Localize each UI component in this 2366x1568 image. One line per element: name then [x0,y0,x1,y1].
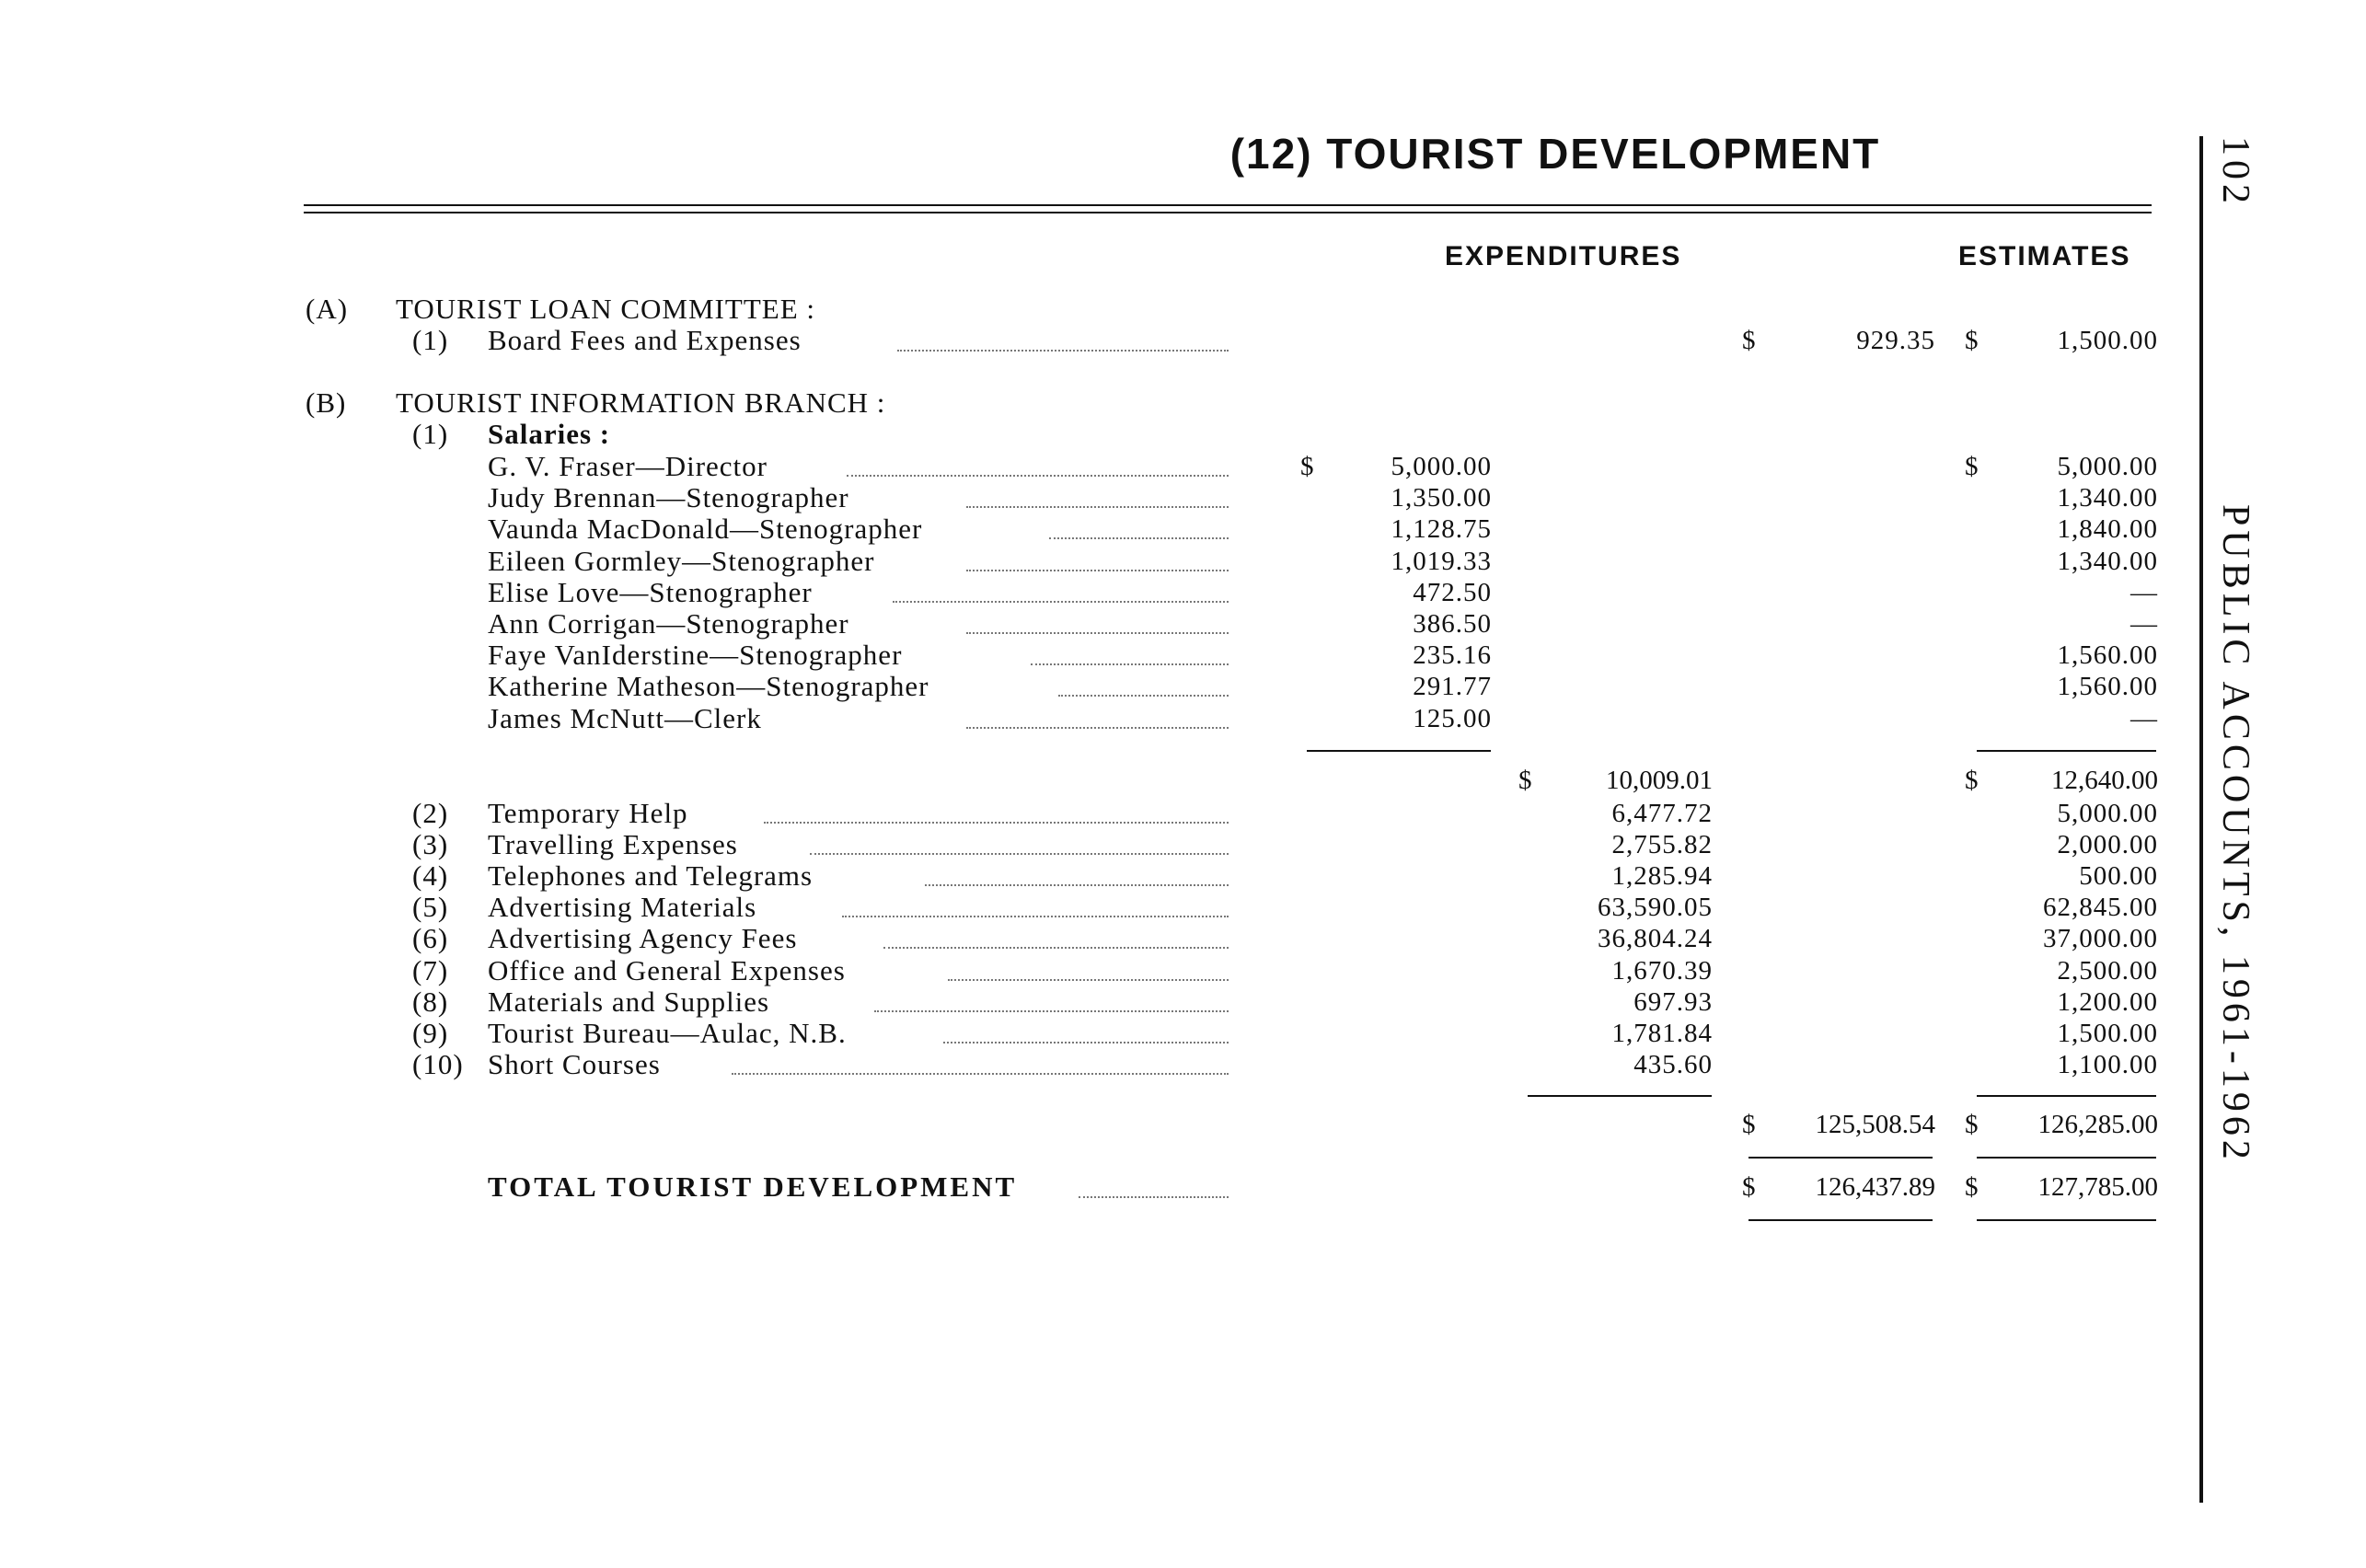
expenditure-amount: 1,285.94 [1611,861,1713,892]
employee-name: Ann Corrigan—Stenographer [488,607,849,640]
employee-name: Elise Love—Stenographer [488,575,813,608]
item-number: (10) [412,1047,464,1080]
employee-name: Vaunda MacDonald—Stenographer [488,513,923,546]
expenditure-amount: 697.93 [1633,986,1713,1017]
estimate-amount: 2,500.00 [2057,955,2158,986]
item-label: Short Courses [488,1047,661,1080]
dollar-sign: $ [1965,452,1979,481]
title-rule-bottom [304,212,2152,213]
salary-estimate: 5,000.00 [2057,452,2158,481]
title-rule-top [304,204,2152,206]
estimate-amount: 2,000.00 [2057,830,2158,860]
employee-name: Eileen Gormley—Stenographer [488,544,875,577]
item-label: Advertising Agency Fees [488,922,798,955]
estimate-amount: 5,000.00 [2057,799,2158,828]
dollar-sign: $ [1965,1110,1979,1139]
dollar-sign: $ [1965,1172,1979,1202]
dollar-sign: $ [1742,1110,1756,1139]
estimate-amount: 1,500.00 [2057,1018,2158,1048]
employee-name: Judy Brennan—Stenographer [488,481,849,514]
leader-dots [948,979,1229,981]
leader-dots [1031,663,1229,665]
dollar-sign: $ [1965,766,1979,795]
item-label: Travelling Expenses [488,828,738,861]
leader-dots [874,1010,1229,1012]
item-number: (5) [412,891,449,924]
leader-dots [732,1073,1229,1075]
estimate-amount: 1,100.00 [2057,1049,2158,1079]
leader-dots [966,727,1229,729]
double-rule [1749,1219,1933,1221]
item-label: Telephones and Telegrams [488,859,814,893]
section-marker: (B) [306,386,347,419]
item-number: (9) [412,1016,449,1049]
leader-dots [897,350,1229,352]
expenditure-amount: 1,670.39 [1611,955,1713,986]
leader-dots [764,822,1229,824]
section-title: TOURIST INFORMATION BRANCH : [396,386,886,419]
dollar-sign: $ [1742,326,1757,355]
employee-name: Katherine Matheson—Stenographer [488,670,929,703]
expenditure-amount: 1,781.84 [1611,1018,1713,1048]
salary-estimate: — [2130,577,2158,607]
expenditure-amount: 36,804.24 [1598,924,1713,954]
leader-dots [847,475,1229,477]
item-label: Temporary Help [488,797,688,829]
leader-dots [925,884,1229,886]
salary-amount: 5,000.00 [1391,452,1492,481]
leader-dots [966,570,1229,571]
employee-name: James McNutt—Clerk [488,701,762,734]
leader-dots [893,601,1229,603]
item-label: Office and General Expenses [488,953,846,986]
item-number: (4) [412,859,449,893]
expenditure-amount: 2,755.82 [1611,830,1713,860]
salary-amount: 235.16 [1413,640,1492,671]
subtotal-rule [1977,1095,2156,1097]
leader-dots [1058,695,1229,697]
estimate-amount: 62,845.00 [2043,893,2158,923]
employee-name: G. V. Fraser—Director [488,450,768,482]
subtotal-rule [1977,750,2156,752]
total-rule [1977,1157,2156,1159]
grand-total-amount: 126,437.89 [1815,1172,1935,1202]
branch-total-amount: 125,508.54 [1815,1110,1935,1139]
salaries-total-estimate: 12,640.00 [2051,766,2158,795]
employee-name: Faye VanIderstine—Stenographer [488,639,903,672]
grand-total-estimate: 127,785.00 [2037,1172,2158,1202]
salary-estimate: 1,340.00 [2057,483,2158,513]
branch-total-estimate: 126,285.00 [2037,1110,2158,1139]
page-title: (12) TOURIST DEVELOPMENT [1229,130,1881,178]
item-label: Board Fees and Expenses [488,324,802,356]
leader-dots [1079,1196,1229,1198]
item-number: (1) [412,418,449,450]
leader-dots [1049,537,1229,539]
salary-amount: 472.50 [1413,577,1492,607]
salary-estimate: — [2130,609,2158,639]
estimate-amount: 1,200.00 [2057,986,2158,1017]
running-head: PUBLIC ACCOUNTS, 1961-1962 [2214,504,2256,1164]
salary-estimate: 1,560.00 [2057,672,2158,702]
dollar-sign: $ [1965,326,1979,355]
expenditure-amount: 435.60 [1633,1049,1713,1079]
salary-amount: 386.50 [1413,609,1492,639]
column-heading-expenditures: EXPENDITURES [1445,241,1682,271]
expenditure-amount: 6,477.72 [1611,799,1713,828]
leader-dots [943,1042,1229,1043]
salary-estimate: 1,560.00 [2057,640,2158,671]
estimate-amount: 500.00 [2079,861,2158,892]
salaries-heading: Salaries : [488,418,611,450]
item-number: (8) [412,985,449,1018]
estimate-amount: 1,500.00 [2057,326,2158,355]
column-heading-estimates: ESTIMATES [1958,241,2131,271]
total-rule [1749,1157,1933,1159]
double-rule [1977,1219,2156,1221]
leader-dots [966,506,1229,508]
salary-amount: 1,350.00 [1391,483,1492,513]
item-label: Materials and Supplies [488,985,770,1018]
leader-dots [966,632,1229,634]
dollar-sign: $ [1518,766,1532,795]
expenditure-amount: 63,590.05 [1598,893,1713,923]
salaries-total-amount: 10,009.01 [1606,766,1713,795]
item-label: Tourist Bureau—Aulac, N.B. [488,1016,847,1049]
dollar-sign: $ [1300,452,1315,481]
item-number: (3) [412,828,449,861]
salary-amount: 1,019.33 [1391,546,1492,576]
expenditure-amount: 929.35 [1856,326,1935,355]
salary-amount: 291.77 [1413,672,1492,702]
section-marker: (A) [306,293,349,325]
margin-rule [2199,136,2203,1503]
item-label: Advertising Materials [488,891,757,924]
item-number: (2) [412,797,449,829]
item-number: (1) [412,324,449,356]
page-number: 102 [2214,136,2256,208]
estimate-amount: 37,000.00 [2043,924,2158,954]
salary-amount: 1,128.75 [1391,514,1492,545]
leader-dots [810,853,1229,855]
salary-estimate: 1,340.00 [2057,546,2158,576]
salary-estimate: — [2130,703,2158,733]
subtotal-rule [1528,1095,1712,1097]
dollar-sign: $ [1742,1172,1756,1202]
section-title: TOURIST LOAN COMMITTEE : [396,293,815,325]
grand-total-label: TOTAL TOURIST DEVELOPMENT [488,1170,1018,1203]
item-number: (6) [412,922,449,955]
leader-dots [842,916,1229,917]
subtotal-rule [1307,750,1491,752]
salary-amount: 125.00 [1413,703,1492,733]
item-number: (7) [412,953,449,986]
leader-dots [883,947,1229,949]
salary-estimate: 1,840.00 [2057,514,2158,545]
